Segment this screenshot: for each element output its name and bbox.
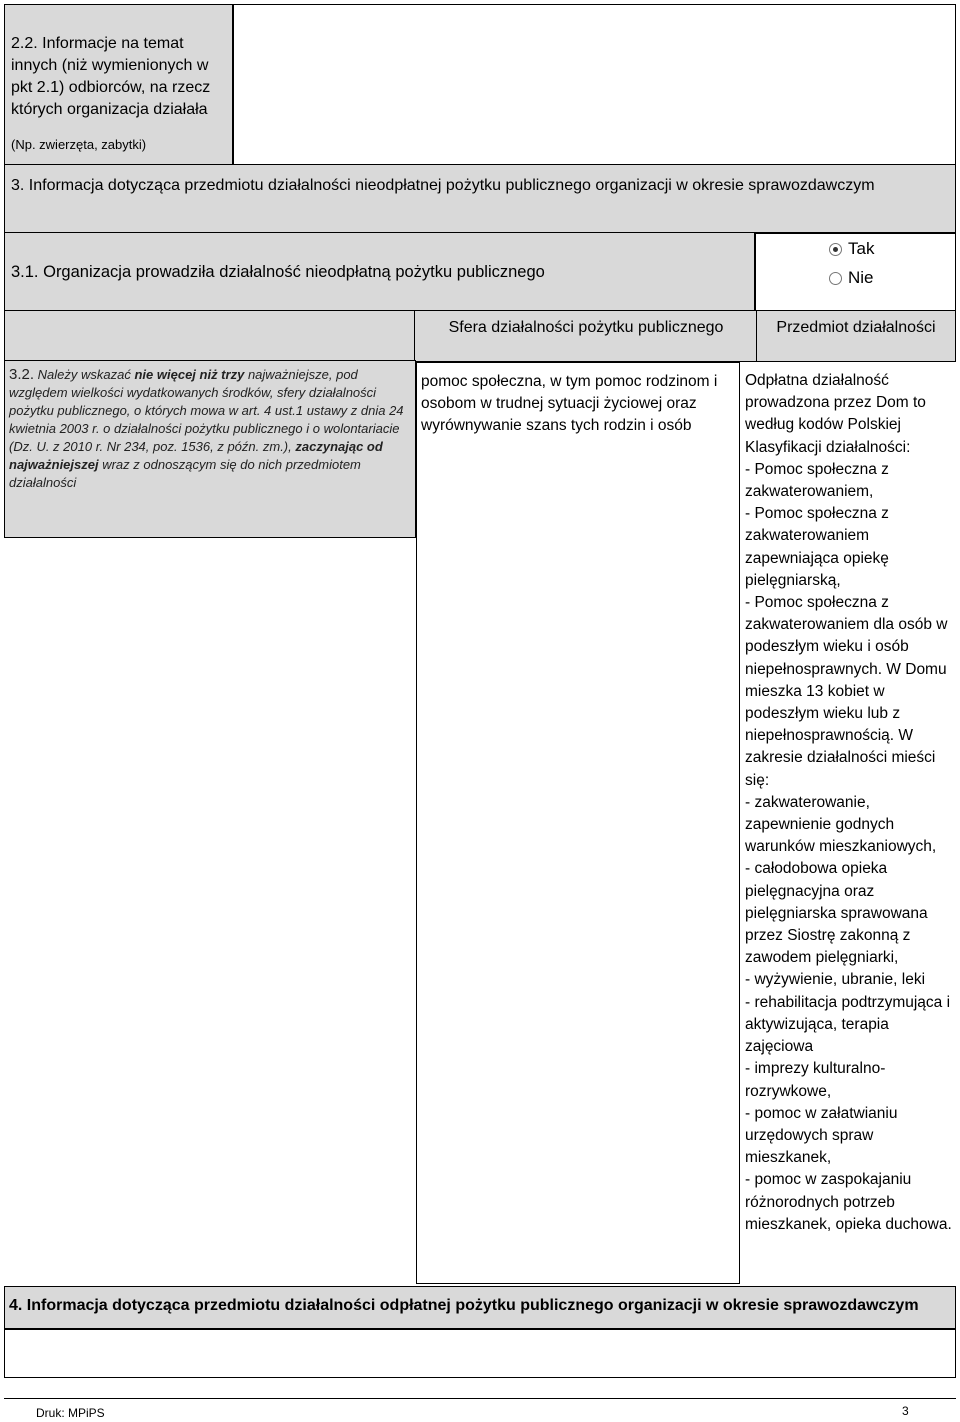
- col-header-przedmiot: [756, 310, 956, 362]
- radio-tak-indicator[interactable]: [829, 243, 842, 256]
- sfera-value-cell[interactable]: [416, 362, 740, 1284]
- footer-print-label: Druk: MPiPS: [36, 1406, 105, 1420]
- section-4-body[interactable]: [4, 1328, 956, 1378]
- section-3-1-options-cell: [754, 232, 956, 312]
- radio-tak[interactable]: [829, 239, 955, 259]
- sfera-value: pomoc społeczna, w tym pomoc rodzinom i osobom w trudnej sytuacji życiowej oraz wyrównywanie szans tych rodzin i osób: [421, 373, 718, 434]
- radio-nie-indicator[interactable]: [829, 272, 842, 285]
- section-4-title: 4. Informacja dotycząca przedmiotu działalności odpłatnej pożytku publicznego organizacji w okresie sprawozdawczym: [9, 1297, 919, 1314]
- radio-nie[interactable]: [829, 268, 955, 288]
- section-3-header: [4, 164, 956, 234]
- instr-part-2: nie więcej niż trzy: [134, 367, 245, 382]
- section-3-1-title: 3.1. Organizacja prowadziła działalność nieodpłatną pożytku publicznego: [11, 263, 545, 281]
- section-2-2-example: (Np. zwierzęta, zabytki): [11, 137, 147, 152]
- section-3-2-number: 3.2.: [9, 366, 35, 383]
- section-3-2-header-spacer: [4, 310, 416, 362]
- section-2-2-label-cell: [4, 4, 234, 166]
- section-2-2-answer-cell[interactable]: [232, 4, 956, 166]
- col-header-przedmiot-text: Przedmiot działalności: [776, 319, 936, 336]
- section-4-header: [4, 1286, 956, 1330]
- instr-part-3: najważniejsze, pod względem wielkości wydatkowanych środków, sfery działalności pożytku publicznego, o których mowa w art. 4 ust.1 ustawy z dnia 24 kwietnia 2003 r. o działalności pożytku publicznego i o wolontariacie (Dz. U. z 2010 r. Nr 234, poz. 1536, z późn. zm.),: [9, 367, 404, 454]
- instr-part-4: zaczynając od najważniejszej: [9, 439, 383, 472]
- instr-part-1: Należy wskazać: [37, 367, 131, 382]
- section-3-1-label-cell: [4, 232, 756, 312]
- section-3-2-label-cell: [4, 360, 416, 538]
- przedmiot-value: Odpłatna działalność prowadzona przez Dom to według kodów Polskiej Klasyfikacji działalności: - Pomoc społeczna z zakwaterowaniem, - Pomoc społeczna z zakwaterowaniem zapewniająca opiekę pielęgniarską, - Pomoc społeczna z zakwaterowaniem dla osób w podeszłym wieku i osób niepełnosprawnych. W Domu mieszka 13 kobiet w podeszłym wieku lub z niepełnosprawnością. W zakresie działalności mieści się: - zakwaterowanie, zapewnienie godnych warunków mieszkaniowych, - całodobowa opieka pielęgnacyjna oraz pielęgniarska sprawowana przez Siostrę zakonną z zawodem pielęgniarki, - wyżywienie, ubranie, leki - rehabilitacja podtrzymująca i aktywizująca, terapia zajęciowa - imprezy kulturalno-rozrywkowe, - pomoc w załatwianiu urzędowych spraw mieszkanek, - pomoc w zaspokajaniu różnorodnych potrzeb mieszkanek, opieka duchowa.: [745, 372, 952, 1233]
- section-3-2-instructions: [9, 366, 413, 492]
- przedmiot-value-cell[interactable]: [742, 362, 956, 1284]
- instr-part-5: wraz z odnoszącym się do nich przedmiotem działalności: [9, 457, 361, 490]
- section-2-2-title: 2.2. Informacje na temat innych (niż wymienionych w pkt 2.1) odbiorców, na rzecz których organizacja działała: [11, 35, 211, 118]
- footer-rule: [4, 1398, 956, 1399]
- col-header-sfera: [414, 310, 758, 362]
- radio-nie-label: Nie: [848, 268, 874, 287]
- page-number: 3: [902, 1404, 909, 1418]
- radio-tak-label: Tak: [848, 239, 875, 258]
- section-3-title: 3. Informacja dotycząca przedmiotu działalności nieodpłatnej pożytku publicznego organizacji w okresie sprawozdawczym: [11, 177, 875, 194]
- col-header-sfera-text: Sfera działalności pożytku publicznego: [448, 319, 724, 336]
